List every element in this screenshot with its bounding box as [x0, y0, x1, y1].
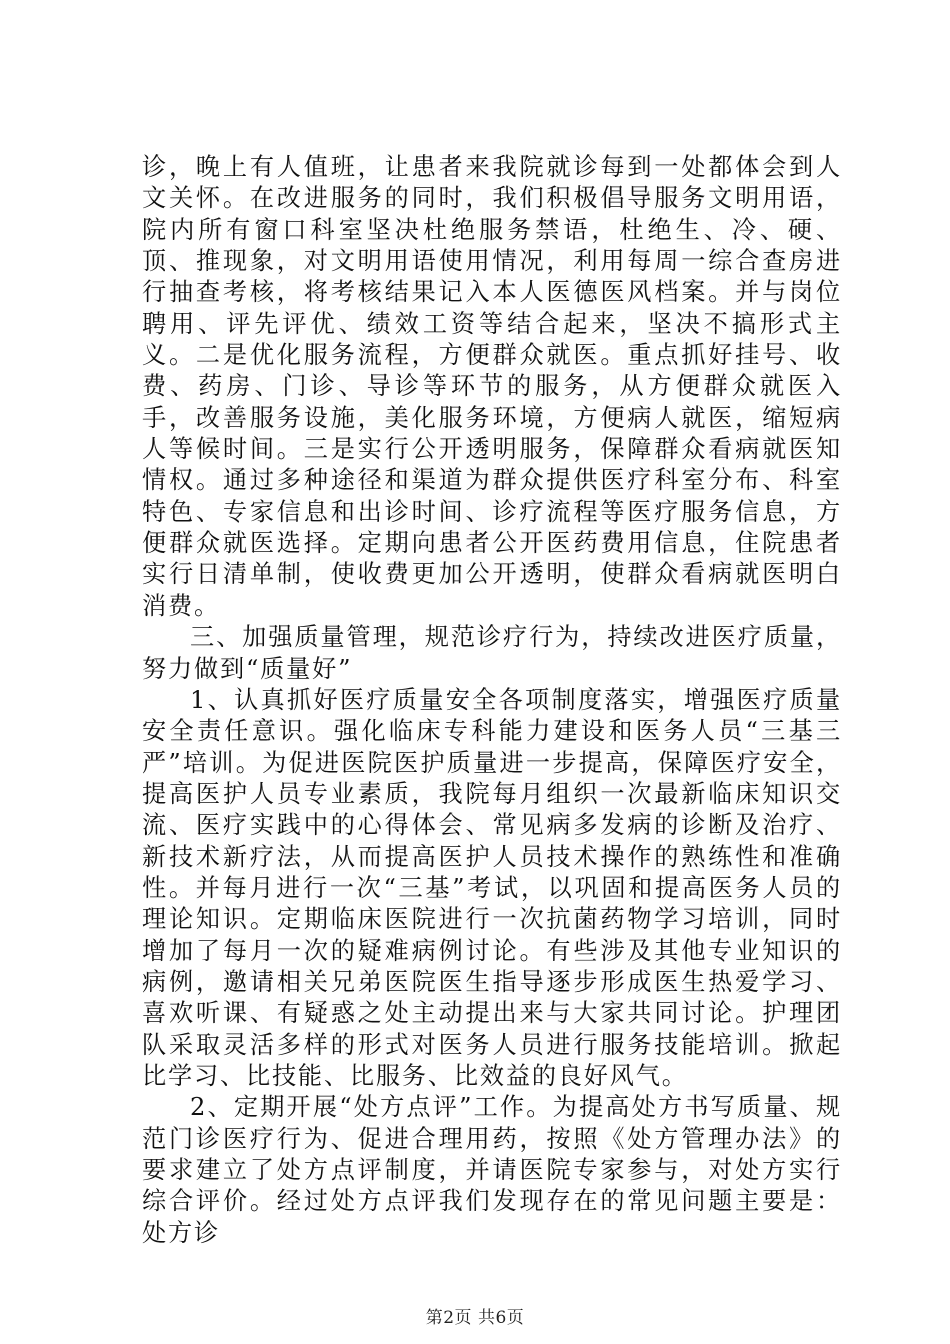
paragraph-service-improvement: 诊，晚上有人值班，让患者来我院就诊每到一处都体会到人文关怀。在改进服务的同时，我们积极倡导服务文明用语，院内所有窗口科室坚决杜绝服务禁语，杜绝生、冷、硬、顶、推现象，对文明用语使用情况，利用每周一综合查房进行抽查考核，将考核结果记入本人医德医风档案。并与岗位聘用、评先评优、绩效工资等结合起来，坚决不搞形式主义。二是优化服务流程，方便群众就医。重点抓好挂号、收费、药房、门诊、导诊等环节的服务，从方便群众就医入手，改善服务设施，美化服务环境，方便病人就医，缩短病人等候时间。三是实行公开透明服务，保障群众看病就医知情权。通过多种途径和渠道为群众提供医疗科室分布、科室特色、专家信息和出诊时间、诊疗流程等医疗服务信息，方便群众就医选择。定期向患者公开医药费用信息，住院患者实行日清单制，使收费更加公开透明，使群众看病就医明白消费。 — [142, 153, 842, 620]
section-heading-quality-management: 三、加强质量管理，规范诊疗行为，持续改进医疗质量，努力做到“质量好” — [142, 623, 842, 683]
page-number-footer: 第2页 共6页 — [425, 1308, 525, 1328]
document-body — [142, 152, 842, 1249]
paragraph-prescription-review: 2、定期开展“处方点评”工作。为提高处方书写质量、规范门诊医疗行为、促进合理用药，按照《处方管理办法》的要求建立了处方点评制度，并请医院专家参与，对处方实行综合评价。经过处方点评我们发现存在的常见问题主要是：处方诊 — [142, 1093, 842, 1247]
paragraph-quality-safety-training: 1、认真抓好医疗质量安全各项制度落实，增强医疗质量安全责任意识。强化临床专科能力建设和医务人员“三基三严”培训。为促进医院医护质量进一步提高，保障医疗安全，提高医护人员专业素质，我院每月组织一次最新临床知识交流、医疗实践中的心得体会、常见病多发病的诊断及治疗、新技术新疗法，从而提高医护人员技术操作的熟练性和准确性。并每月进行一次“三基”考试，以巩固和提高医务人员的理论知识。定期临床医院进行一次抗菌药物学习培训，同时增加了每月一次的疑难病例讨论。有些涉及其他专业知识的病例，邀请相关兄弟医院医生指导逐步形成医生热爱学习、喜欢听课、有疑惑之处主动提出来与大家共同讨论。护理团队采取灵活多样的形式对医务人员进行服务技能培训。掀起比学习、比技能、比服务、比效益的良好风气。 — [142, 685, 842, 1090]
